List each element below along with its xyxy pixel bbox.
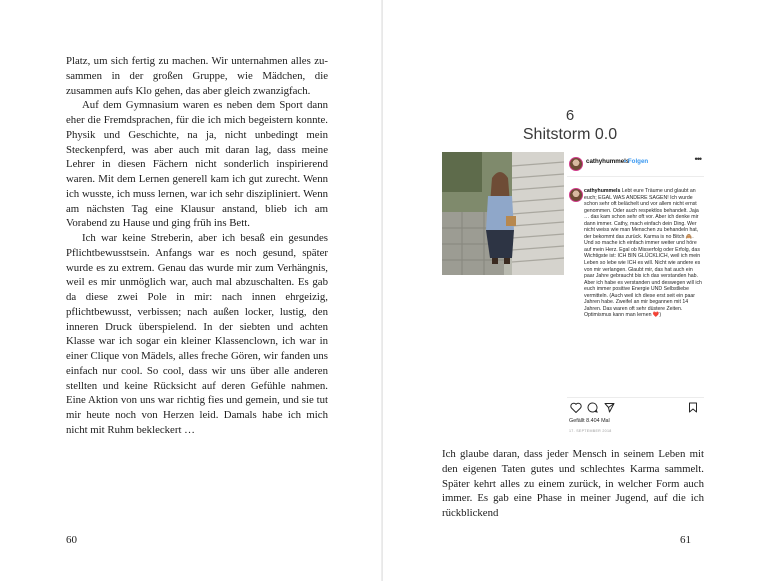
follow-button[interactable]: • Folgen bbox=[624, 158, 649, 165]
photo-illustration bbox=[442, 152, 564, 275]
left-paragraph-3: Ich war keine Streberin, aber ich besaß ein gesundes Pflichtbewusstsein. Anfangs war es noch gesund, später wurde es zu extrem. Genau das wurde mir zum Verhängnis, weil es mir unmöglich war, auch mal abzuschalten. Es gab da diese zwei Pole in mir: nach innen ehrgeizig, pflichtbewusst, verbissen; nach außen locker, lustig, den inneren Druck überspielend. In der siebten und achten Klasse war ich sogar ein kleiner Klassenclown, ich war in einer Clique von Mädels, alles freche Gören, wir fanden uns einfach nur cool. So cool, dass wir uns über alle anderen stellten und keine Rücksicht auf deren Gefühle nahmen. Eine Aktion von uns war richtig fies und gemein, und sie tut mir heute noch von Herzen leid. Damals habe ich mich nicht mit Ruhm bekleckert … bbox=[66, 232, 328, 436]
post-photo bbox=[442, 152, 564, 275]
post-username[interactable]: cathyhummels bbox=[586, 158, 630, 165]
right-page: 6 Shitstorm 0.0 cathyhummels • Folgen ••• cathyhummels Lebt eure Träume und glaubt an euch; EGAL WAS ANDERE SAGEN! Ich wurde schon sehr oft belächelt und vor allem nicht ernst genommen. Oder auch respektlos behandelt. Jaja … das kam schon sehr oft vor. Aber ich denke mir dann immer. Cathy, mach einfach dein Ding. Wer nicht weiss wie man Menschen zu behandeln hat, der bekommt das zurück. Karma is no Bitch 🙈. Und so mache ich einfach immer weiter und höre auf mein Herz. Egal ob Misserfolg oder Erfolg, das Wichtigste ist: ICH BIN GLÜCKLICH, weil ich mein Leben so lebe wie ICH es will. Nicht wie andere es von mir verlangen. Glaubt mir, das hat auch ein paar Jahre gebraucht bis ich das verstanden hab. Aber ich habe es verstanden und deswegen will ich euch immer positive Energie UND Selbstliebe vermitteln. (Auch weil ich diese erst seit ein paar Jahren habe. Zweifel an mir begannen mit 14 Jahren. Das waren oft sehr düstere Zeiten. Optimismus kann man lernen ❤️) Gefällt 8.404 Mal 17. SEPTEMBER 2018 Ich glaube daran, dass jeder Mensch in seinem Leben mit den eigenen Taten gutes und schlechtes Karma sammelt. Später kehrt alles zu einem zurück, in welcher Form auch immer. Es gab eine Phase in meiner Jugend, auf die ich rückblickend 61 bbox=[383, 0, 765, 581]
header-divider bbox=[567, 176, 704, 177]
comment-icon[interactable] bbox=[587, 402, 598, 413]
right-paragraph: Ich glaube daran, dass jeder Mensch in seinem Leben mit den eigenen Taten gutes und schlechtes Karma sammelt. Später kehrt alles zu einem zurück, in welcher Form auch immer. Es gab eine Phase in meiner Jugend, auf die ich rückblickend bbox=[442, 448, 704, 519]
post-actions bbox=[568, 402, 700, 414]
more-options-icon[interactable]: ••• bbox=[694, 154, 701, 164]
left-page-number: 60 bbox=[66, 534, 77, 546]
post-header bbox=[569, 156, 701, 172]
comment-username[interactable]: cathyhummels bbox=[584, 188, 621, 194]
left-page bbox=[0, 0, 382, 581]
comment-avatar[interactable] bbox=[569, 188, 583, 202]
avatar[interactable] bbox=[569, 157, 583, 171]
left-paragraph-1: Platz, um sich fertig zu machen. Wir unternahmen alles zusammen in der großen Gruppe, wie Mädchen, die zusammen aufs Klo gehen, das aber gleich zwanzigfach. bbox=[66, 55, 328, 97]
instagram-post bbox=[442, 152, 704, 439]
bookmark-icon[interactable] bbox=[688, 402, 698, 413]
right-body-text bbox=[442, 447, 704, 521]
likes-count: Gefällt 8.404 Mal bbox=[569, 418, 610, 424]
comment-body: Lebt eure Träume und glaubt an euch; EGAL WAS ANDERE SAGEN! Ich wurde schon sehr oft belächelt und vor allem nicht ernst genommen. Oder auch respektlos behandelt. Jaja … das kam schon sehr oft vor. Aber ich denke mir dann immer. Cathy, mach einfach dein Ding. Wer nicht weiss wie man Menschen zu behandeln hat, der bekommt das zurück. Karma is no Bitch 🙈. Und so mache ich einfach immer weiter und höre auf mein Herz. Egal ob Misserfolg oder Erfolg, das Wichtigste ist: ICH BIN GLÜCKLICH, weil ich mein Leben so lebe wie ICH es will. Nicht wie andere es von mir verlangen. Glaubt mir, das hat auch ein paar Jahre gebraucht bis ich das verstanden hab. Aber ich habe es verstanden und deswegen will ich euch immer positive Energie UND Selbstliebe vermitteln. (Auch weil ich diese erst seit ein paar Jahren habe. Zweifel an mir begannen mit 14 Jahren. Das waren oft sehr düstere Zeiten. Optimismus kann man lernen ❤️) bbox=[584, 188, 702, 319]
share-icon[interactable] bbox=[604, 402, 615, 413]
post-caption bbox=[584, 188, 702, 319]
post-date: 17. SEPTEMBER 2018 bbox=[569, 429, 612, 433]
heart-icon[interactable] bbox=[570, 402, 582, 413]
left-body-text bbox=[66, 54, 328, 438]
right-page-number: 61 bbox=[680, 534, 691, 546]
actions-divider bbox=[567, 397, 704, 398]
left-paragraph-2: Auf dem Gymnasium waren es neben dem Sport dann eher die Fremdsprachen, für die ich mich begeistern konnte. Physik und Geschichte, na ja, nicht unbedingt mein Steckenpferd, was aber auch mit daran lag, dass meine Lehrer in diesen Fächern nicht sonderlich inspirierend waren. Mit dem Lernen generell kam ich gut zurecht. Wenn ich wusste, ich muss lernen, war ich sehr diszipliniert. Wenn am nächsten Tag eine Klausur anstand, blieb ich am Vorabend zu Hause und ging früh ins Bett. bbox=[66, 99, 328, 230]
post-comment-column bbox=[567, 152, 704, 439]
